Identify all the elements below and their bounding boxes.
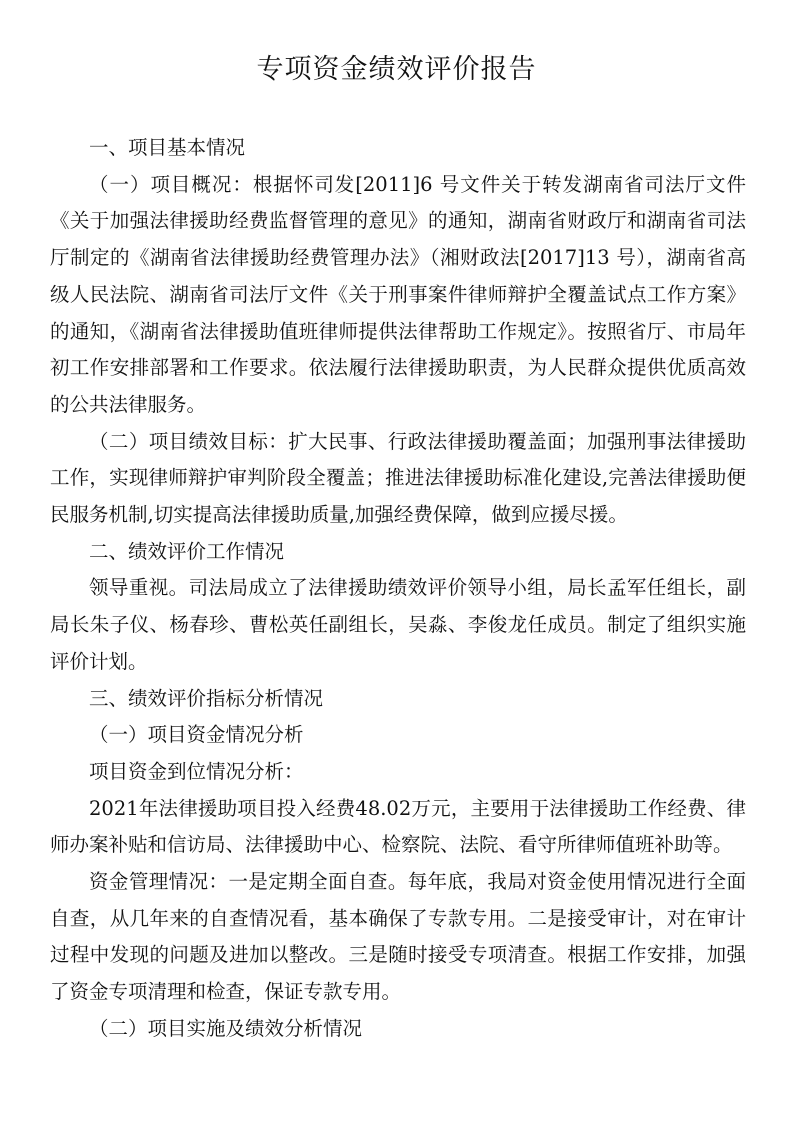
paragraph-fund-management: 资金管理情况：一是定期全面自查。每年底，我局对资金使用情况进行全面自查，从几年来的自查情况看，基本确保了专款专用。二是接受审计，对在审计过程中发现的问题及进加以整改。三是随时接受专项清查。根据工作安排，加强了资金专项清理和检查，保证专款专用。: [50, 870, 746, 1004]
paragraph-project-overview: （一）项目概况：根据怀司发[2011]6 号文件关于转发湖南省司法厅文件《关于加强法律援助经费监督管理的意见》的通知，湖南省财政厅和湖南省司法厅制定的《湖南省法律援助经费管理办法》（湘财政法[2017]13 号），湖南省高级人民法院、湖南省司法厅文件《关于刑事案件律师辩护全覆盖试点工作方案》的通知，《湖南省法律援助值班律师提供法律帮助工作规定》。按照省厅、市局年初工作安排部署和工作要求。依法履行法律援助职责，为人民群众提供优质高效的公共法律服务。: [50, 172, 746, 416]
paragraph-leadership: 领导重视。司法局成立了法律援助绩效评价领导小组，局长孟军任组长，副局长朱子仪、杨春珍、曹松英任副组长，吴淼、李俊龙任成员。制定了组织实施评价计划。: [50, 576, 746, 673]
paragraph-fund-amount: 2021年法律援助项目投入经费48.02万元，主要用于法律援助工作经费、律师办案补贴和信访局、法律援助中心、检察院、法院、看守所律师值班补助等。: [50, 796, 746, 857]
document-body: [50, 130, 746, 1048]
section-heading-evaluation-work: 二、绩效评价工作情况: [89, 539, 285, 563]
section-heading-indicator-analysis: 三、绩效评价指标分析情况: [89, 686, 324, 710]
document-title: 专项资金绩效评价报告: [256, 54, 537, 85]
paragraph-performance-goals: （二）项目绩效目标：扩大民事、行政法律援助覆盖面；加强刑事法律援助工作，实现律师辩护审判阶段全覆盖；推进法律援助标准化建设,完善法律援助便民服务机制,切实提高法律援助质量,加强经费保障，做到应援尽援。: [50, 429, 746, 527]
section-heading-basic-info: 一、项目基本情况: [89, 136, 246, 159]
paragraph-fund-arrival-label: 项目资金到位情况分析：: [89, 759, 304, 783]
subsection-heading-fund-analysis: （一）项目资金情况分析: [89, 723, 304, 747]
subsection-heading-implementation: （二）项目实施及绩效分析情况: [89, 1016, 363, 1040]
